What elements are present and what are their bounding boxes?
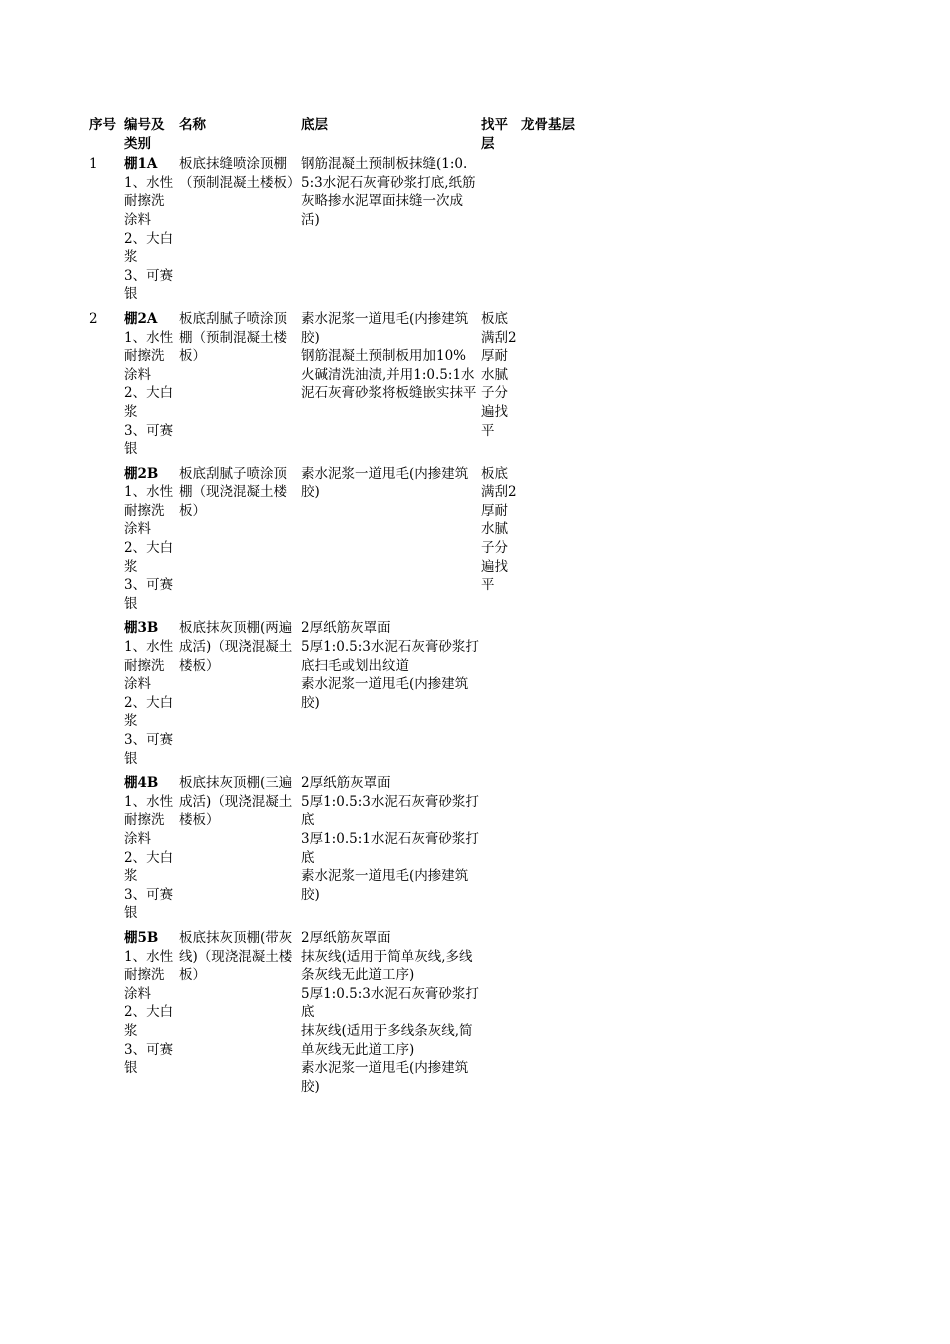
- cell-code: [123, 155, 178, 310]
- cell-keel: [520, 310, 600, 465]
- cell-name: 板底刮腻子喷涂顶棚（预制混凝土楼板）: [179, 310, 287, 365]
- header-code: 编号及类别: [124, 117, 165, 152]
- table-row: [88, 619, 600, 774]
- table-row: [88, 155, 600, 310]
- code-category: 1、水性耐擦洗涂料 2、大白浆 3、可赛银: [124, 174, 174, 303]
- base-layer-step: 2厚纸筋灰罩面: [301, 620, 391, 637]
- base-layer-step: 5厚1:0.5:3水泥石灰膏砂浆打底: [301, 793, 479, 829]
- cell-code: [123, 619, 178, 774]
- cell-base: [300, 155, 480, 310]
- cell-keel: [520, 619, 600, 774]
- code-category: 1、水性耐擦洗涂料 2、大白浆 3、可赛银: [124, 329, 174, 458]
- ceiling-spec-table: [88, 116, 600, 1102]
- base-layer-step: 钢筋混凝土预制板用加10%火碱清洗油渍,并用1:0.5:1水泥石灰膏砂浆将板缝嵌实抹平: [301, 348, 477, 402]
- cell-keel: [520, 774, 600, 929]
- base-layer-step: 抹灰线(适用于多线条灰线,简单灰线无此道工序): [301, 1022, 473, 1058]
- base-layer-step: 钢筋混凝土预制板抹缝(1:0.5:3水泥石灰膏砂浆打底,纸筋灰略掺水泥罩面抹缝一次成活): [301, 156, 476, 228]
- table-row: [88, 929, 600, 1102]
- code-category: 1、水性耐擦洗涂料 2、大白浆 3、可赛银: [124, 948, 174, 1077]
- header-seq: 序号: [89, 117, 116, 133]
- cell-base: [300, 774, 480, 929]
- cell-name: 板底抹灰顶棚(两遍成活)（现浇混凝土楼板）: [179, 620, 293, 674]
- header-base: 底层: [301, 117, 328, 133]
- cell-code: [123, 774, 178, 929]
- cell-name: 板底刮腻子喷涂顶棚（现浇混凝土楼板）: [179, 465, 287, 519]
- cell-level: 板底满刮2厚耐水腻子分遍找平: [481, 465, 517, 594]
- base-layer-step: 2厚纸筋灰罩面: [301, 775, 391, 792]
- base-layer-step: 素水泥浆一道甩毛(内掺建筑胶): [301, 868, 469, 903]
- base-layer-step: 3厚1:0.5:1水泥石灰膏砂浆打底: [301, 830, 479, 866]
- cell-code: [123, 310, 178, 465]
- cell-keel: [520, 465, 600, 620]
- cell-base: [300, 929, 480, 1102]
- document-body: [88, 116, 600, 1102]
- table-body: [88, 155, 600, 1102]
- table-header-row: [88, 116, 600, 155]
- code-id: 棚2A: [124, 310, 158, 327]
- base-layer-step: 素水泥浆一道甩毛(内掺建筑胶): [301, 1060, 469, 1095]
- base-layer-step: 5厚1:0.5:3水泥石灰膏砂浆打底扫毛或划出纹道: [301, 639, 479, 674]
- cell-level: [480, 774, 520, 929]
- cell-level: [480, 929, 520, 1102]
- table-row: [88, 774, 600, 929]
- cell-code: [123, 465, 178, 620]
- header-level: 找平层: [481, 117, 508, 152]
- cell-base: [300, 310, 480, 465]
- cell-seq: 1: [89, 156, 98, 173]
- base-layer-step: 5厚1:0.5:3水泥石灰膏砂浆打底: [301, 985, 479, 1021]
- base-layer-step: 素水泥浆一道甩毛(内掺建筑胶): [301, 465, 469, 501]
- cell-level: [480, 155, 520, 310]
- code-id: 棚2B: [124, 465, 159, 482]
- table-row: [88, 465, 600, 620]
- cell-keel: [520, 929, 600, 1102]
- code-id: 棚5B: [124, 929, 159, 946]
- base-layer-step: 素水泥浆一道甩毛(内掺建筑胶): [301, 310, 469, 346]
- code-id: 棚4B: [124, 775, 159, 792]
- code-id: 棚3B: [124, 620, 159, 637]
- code-category: 1、水性耐擦洗涂料 2、大白浆 3、可赛银: [124, 484, 174, 612]
- cell-name: 板底抹灰顶棚(三遍成活)（现浇混凝土楼板）: [179, 775, 293, 829]
- cell-level: [480, 619, 520, 774]
- cell-code: [123, 929, 178, 1102]
- code-id: 棚1A: [124, 156, 158, 173]
- header-name: 名称: [179, 117, 206, 133]
- cell-level: 板底满刮2厚耐水腻子分遍找平: [481, 310, 517, 439]
- base-layer-step: 素水泥浆一道甩毛(内掺建筑胶): [301, 676, 469, 711]
- cell-base: [300, 465, 480, 620]
- base-layer-step: 抹灰线(适用于简单灰线,多线条灰线无此道工序): [301, 948, 473, 984]
- code-category: 1、水性耐擦洗涂料 2、大白浆 3、可赛银: [124, 639, 174, 767]
- cell-seq: [88, 929, 123, 1102]
- cell-seq: [88, 465, 123, 620]
- cell-seq: [88, 774, 123, 929]
- cell-keel: [520, 155, 600, 310]
- base-layer-step: 2厚纸筋灰罩面: [301, 929, 391, 946]
- cell-name: 板底抹灰顶棚(带灰线)（现浇混凝土楼板）: [179, 929, 293, 984]
- code-category: 1、水性耐擦洗涂料 2、大白浆 3、可赛银: [124, 793, 174, 922]
- header-keel: 龙骨基层: [521, 117, 575, 133]
- cell-base: [300, 619, 480, 774]
- cell-seq: 2: [89, 310, 98, 327]
- cell-seq: [88, 619, 123, 774]
- table-row: [88, 310, 600, 465]
- cell-name: 板底抹缝喷涂顶棚（预制混凝土楼板）: [179, 156, 301, 191]
